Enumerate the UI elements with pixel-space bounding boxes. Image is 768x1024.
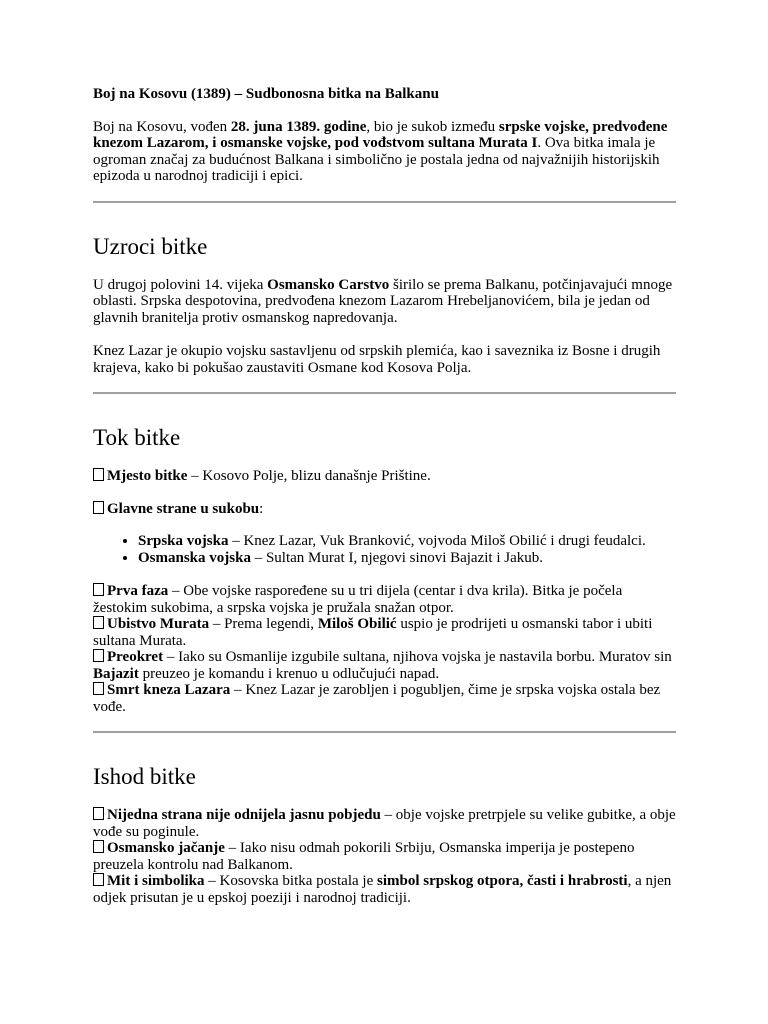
paragraph-text: U drugoj polovini 14. vijeka	[93, 276, 268, 293]
heading-ishod: Ishod bitke	[93, 764, 196, 789]
uzroci-paragraph-1	[93, 277, 676, 327]
missing-glyph-icon	[93, 616, 104, 629]
intro-text: , bio je sukob između	[366, 118, 499, 135]
uzroci-paragraph-2: Knez Lazar je okupio vojsku sastavljenu od srpskih plemića, kao i saveznika iz Bosne i drugih krajeva, kako bi pokušao zaustaviti Osmane kod Kosova Polja.	[93, 343, 661, 376]
intro-text: . Ova bitka imala je ogroman značaj za budućnost Balkana i simbolično je postala jedna od najvažnijih historijskih epizoda u narodnoj tradiciji i epici.	[93, 135, 660, 184]
bold-term: Osmanska vojska	[138, 549, 251, 566]
bold-term: Bajazit	[93, 665, 139, 682]
bold-term: Smrt kneza Lazara	[107, 682, 231, 698]
intro-text: Boj na Kosovu, vođen	[93, 118, 231, 135]
paragraph-text: :	[259, 500, 264, 517]
divider	[93, 731, 676, 733]
bold-term: Mjesto bitke	[107, 468, 188, 484]
missing-glyph-icon	[93, 873, 104, 886]
document-title: Boj na Kosovu (1389) – Sudbonosna bitka na Balkanu	[93, 86, 439, 102]
bold-term: Mit i simbolika	[107, 873, 205, 889]
paragraph-text: – Prema legendi,	[209, 616, 318, 632]
paragraph-text: – Kosovska bitka postala je	[204, 873, 377, 889]
missing-glyph-icon	[93, 583, 104, 596]
ishod-pobjeda	[93, 807, 676, 840]
paragraph-text: – Knez Lazar je zarobljen i pogubljen, čime je srpska vojska ostala bez vođe.	[93, 682, 661, 715]
tok-prva-faza	[93, 583, 676, 616]
list-item-text: – Sultan Murat I, njegovi sinovi Bajazit i Jakub.	[250, 549, 543, 566]
bold-term: Nijedna strana nije odnijela jasnu pobjedu	[107, 807, 381, 823]
document-body	[93, 86, 676, 906]
paragraph-text: , a njen odjek prisutan je u epskoj poeziji i narodnoj tradiciji.	[93, 873, 672, 906]
ishod-mit	[93, 873, 676, 906]
bold-term: Srpska vojska	[138, 533, 229, 549]
list-item-text: – Knez Lazar, Vuk Branković, vojvoda Miloš Obilić i drugi feudalci.	[228, 533, 646, 549]
bold-term: Glavne strane u sukobu	[107, 500, 260, 517]
missing-glyph-icon	[93, 649, 104, 662]
intro-paragraph	[93, 119, 676, 185]
paragraph-text: – Iako su Osmanlije izgubile sultana, njihova vojska je nastavila borbu. Muratov sin	[163, 649, 672, 665]
bold-term: Ubistvo Murata	[107, 616, 210, 632]
tok-ubistvo	[93, 616, 676, 649]
tok-mjesto	[93, 468, 676, 485]
tok-strane	[93, 501, 676, 518]
heading-uzroci: Uzroci bitke	[93, 233, 208, 259]
intro-date: 28. juna 1389. godine	[230, 118, 367, 135]
paragraph-text: uspio je prodrijeti u osmanski tabor i ubiti sultana Murata.	[93, 616, 653, 649]
divider	[93, 392, 676, 394]
bold-term: simbol srpskog otpora, časti i hrabrosti	[377, 873, 628, 889]
paragraph-text: širilo se prema Balkanu, potčinjavajući mnoge oblasti. Srpska despotovina, predvođena knezom Lazarom Hrebeljanovićem, bila je jedan od glavnih branitelja protiv osmanskog napredovanja.	[93, 276, 673, 326]
list-item	[138, 550, 676, 567]
paragraph-text: – obje vojske pretrpjele su velike gubitke, a obje vođe su poginule.	[93, 807, 676, 840]
missing-glyph-icon	[93, 501, 104, 514]
bold-term: Miloš Obilić	[317, 616, 397, 632]
missing-glyph-icon	[93, 682, 104, 695]
tok-smrt	[93, 682, 676, 715]
bold-term: Osmansko Carstvo	[267, 276, 390, 293]
bold-term: Osmansko jačanje	[107, 840, 225, 856]
paragraph-text: – Iako nisu odmah pokorili Srbiju, Osmanska imperija je postepeno preuzela kontrolu nad Balkanom.	[93, 840, 635, 873]
paragraph-text: preuzeo je komandu i krenuo u odlučujući napad.	[138, 665, 440, 682]
divider	[93, 201, 676, 203]
paragraph-text: – Obe vojske raspoređene su u tri dijela (centar i dva krila). Bitka je počela žestokim sukobima, a srpska vojska je pružala snažan otpor.	[93, 583, 623, 616]
missing-glyph-icon	[93, 840, 104, 853]
intro-sides: srpske vojske, predvođene knezom Lazarom, i osmanske vojske, pod vođstvom sultana Murata I	[93, 118, 668, 151]
paragraph-text: – Kosovo Polje, blizu današnje Prištine.	[187, 468, 431, 484]
missing-glyph-icon	[93, 807, 104, 820]
heading-tok: Tok bitke	[93, 425, 181, 450]
bold-term: Preokret	[107, 649, 164, 665]
ishod-jacanje	[93, 840, 676, 873]
missing-glyph-icon	[93, 468, 104, 481]
tok-preokret	[93, 649, 676, 682]
strane-list	[93, 533, 676, 566]
list-item	[138, 533, 676, 550]
bold-term: Prva faza	[107, 583, 169, 599]
